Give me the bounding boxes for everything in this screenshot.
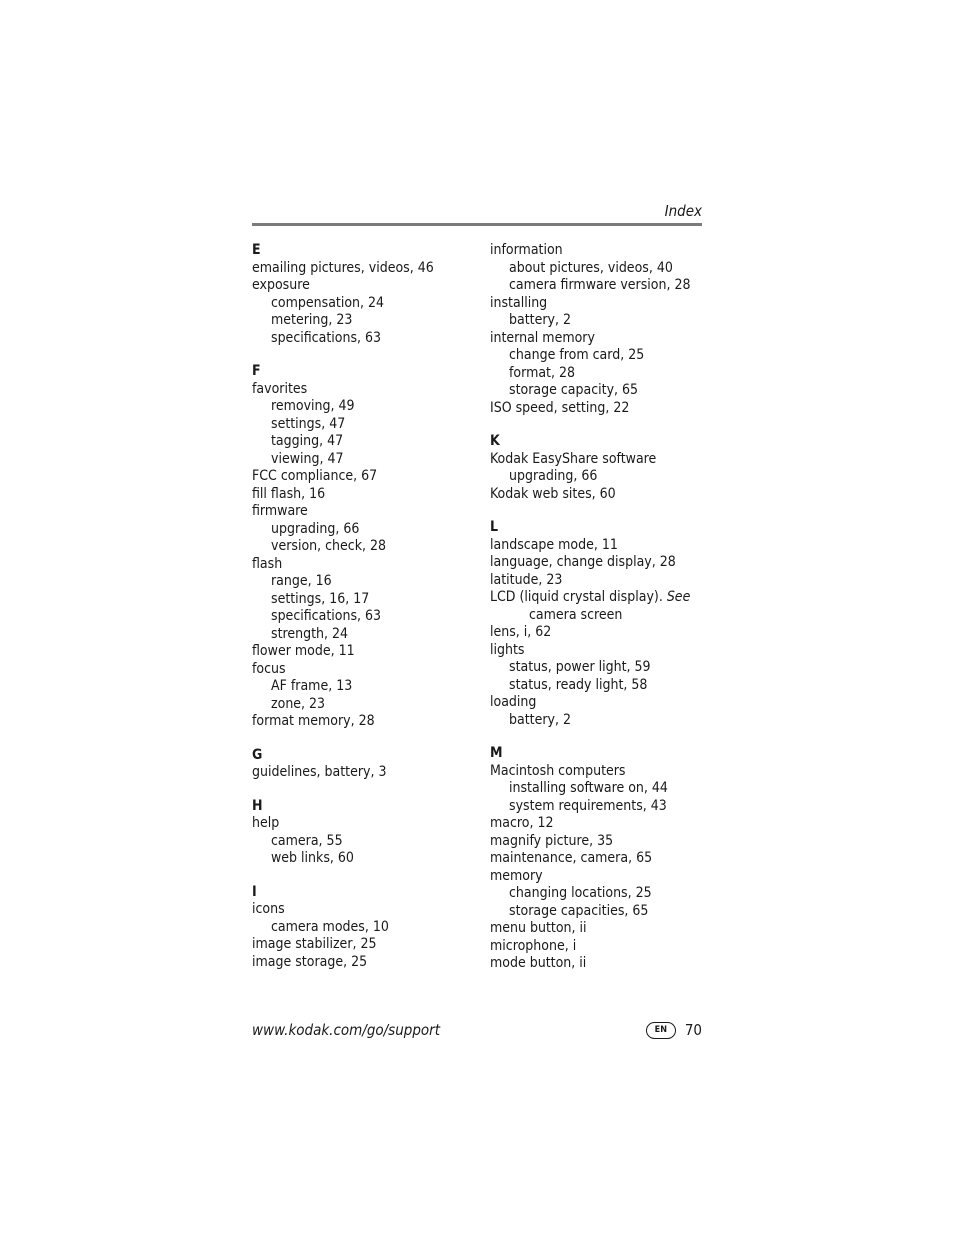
index-entry-text: image storage, 25 [252,953,368,970]
index-column-right [490,242,720,989]
index-entry-text: camera firmware version, 28 [509,277,691,293]
index-entry-text: settings, 16, 17 [271,590,370,607]
index-entry [490,589,720,607]
header-rule [252,223,702,226]
index-entry [490,850,720,868]
index-entry-text: Kodak EasyShare software [490,450,657,467]
index-entry-text: mode button, ii [490,955,587,971]
index-entry [252,468,482,486]
index-entry-text: battery, 2 [509,711,571,728]
index-entry-text: guidelines, battery, 3 [252,764,387,780]
index-entry [252,661,482,679]
index-subentry [490,365,720,383]
index-entry-text: installing [490,294,548,311]
index-subentry [490,712,720,730]
index-entry [490,868,720,886]
index-entry-text: status, power light, 59 [509,659,651,675]
index-entry-text: information [490,242,563,258]
index-entry [252,764,482,782]
index-entry-text: internal memory [490,329,595,346]
index-entry-text: version, check, 28 [271,538,387,554]
index-entry [252,260,482,278]
index-subentry [252,573,482,591]
index-subentry [252,521,482,539]
support-url[interactable]: www.kodak.com/go/support [252,1021,440,1039]
index-entry-text: macro, 12 [490,815,554,831]
index-entry-text: ISO speed, setting, 22 [490,399,630,416]
index-entry-text: change from card, 25 [509,347,645,363]
index-group [252,242,482,347]
page-footer [252,1021,702,1041]
index-subentry [252,696,482,714]
index-entry-text: emailing pictures, videos, 46 [252,259,434,276]
index-entry-text: image stabilizer, 25 [252,936,377,952]
index-entry [490,642,720,660]
index-entry [252,503,482,521]
footer-right [646,1021,702,1039]
index-group [490,433,720,503]
index-entry-text: latitude, 23 [490,571,563,588]
index-subentry [490,885,720,903]
index-subentry [490,798,720,816]
index-group [252,884,482,972]
index-entry-text: flash [252,555,283,572]
index-group [252,363,482,731]
index-entry-text: menu button, ii [490,920,587,936]
index-entry-text: Macintosh computers [490,762,626,779]
index-entry-text: microphone, i [490,937,577,954]
index-subentry [252,608,482,626]
index-entry-text: specifications, 63 [271,329,382,346]
index-subentry [252,919,482,937]
index-group [490,242,720,417]
index-entry [490,400,720,418]
index-group [252,747,482,782]
index-entry-text: firmware [252,503,308,519]
index-entry [490,554,720,572]
index-subentry [252,538,482,556]
language-badge: EN [646,1022,676,1039]
index-letter-heading: I [252,883,257,900]
index-subentry [490,277,720,295]
index-entry [490,295,720,313]
index-entry-text: upgrading, 66 [509,468,598,484]
index-group [490,519,720,729]
index-entry-text: web links, 60 [271,850,354,866]
index-entry [252,815,482,833]
index-subentry [490,659,720,677]
index-entry-text: focus [252,660,286,677]
index-entry-text: upgrading, 66 [271,520,360,537]
index-entry-text: camera screen [529,606,623,623]
index-entry-text: status, ready light, 58 [509,676,648,693]
index-subentry [490,780,720,798]
index-entry-text: flower mode, 11 [252,643,355,659]
index-entry-text: installing software on, 44 [509,780,668,796]
index-entry [490,955,720,973]
index-entry-text: maintenance, camera, 65 [490,850,653,866]
index-entry-text: magnify picture, 35 [490,832,614,849]
index-letter-heading: F [252,363,261,379]
index-subentry [490,903,720,921]
index-subentry [252,626,482,644]
index-entry-text: format, 28 [509,364,576,381]
index-entry-text: tagging, 47 [271,433,344,449]
index-entry-text: favorites [252,380,308,397]
index-subentry [252,295,482,313]
index-group [252,798,482,868]
index-group [490,745,720,973]
index-subentry [252,330,482,348]
see-reference: See [666,589,691,605]
index-entry-text: specifications, 63 [271,608,382,624]
index-subentry [252,398,482,416]
index-entry [490,572,720,590]
index-entry [252,901,482,919]
index-entry [490,694,720,712]
index-subentry [490,260,720,278]
index-entry [490,833,720,851]
index-entry-text: settings, 47 [271,415,346,432]
index-entry-text: metering, 23 [271,312,353,328]
index-entry-text: LCD (liquid crystal display). [490,589,663,605]
index-letter-heading: G [252,746,263,763]
index-entry-text: storage capacity, 65 [509,382,639,398]
index-entry [252,713,482,731]
index-entry-text: FCC compliance, 67 [252,468,378,484]
index-subentry [252,678,482,696]
index-entry-text: viewing, 47 [271,450,344,467]
index-subentry [252,451,482,469]
index-entry-text: landscape mode, 11 [490,536,618,553]
index-entry-text: language, change display, 28 [490,554,676,570]
index-subentry [490,607,720,625]
index-entry-text: exposure [252,277,310,293]
index-entry-text: strength, 24 [271,625,349,642]
index-entry-text: memory [490,867,543,884]
index-entry-text: camera, 55 [271,832,343,849]
index-entry-text: compensation, 24 [271,294,385,311]
index-subentry [252,433,482,451]
index-subentry [252,591,482,609]
page-number: 70 [684,1021,702,1039]
index-letter-heading: L [490,519,499,535]
index-subentry [490,382,720,400]
index-entry-text: help [252,815,280,831]
index-entry-text: AF frame, 13 [271,678,353,694]
index-entry-text: loading [490,694,537,710]
index-subentry [490,347,720,365]
index-letter-heading: E [252,242,261,258]
index-entry [490,486,720,504]
index-entry-text: about pictures, videos, 40 [509,259,673,276]
index-entry [252,381,482,399]
index-entry [490,242,720,260]
index-entry [252,643,482,661]
index-entry [490,330,720,348]
index-letter-heading: K [490,433,500,449]
index-subentry [490,468,720,486]
index-entry-text: changing locations, 25 [509,885,652,901]
index-subentry [252,416,482,434]
index-entry [490,451,720,469]
index-entry-text: battery, 2 [509,312,571,328]
index-subentry [490,677,720,695]
index-entry [490,537,720,555]
index-entry-text: range, 16 [271,573,332,589]
index-entry [252,486,482,504]
index-subentry [490,312,720,330]
index-entry [252,936,482,954]
index-entry-text: fill flash, 16 [252,485,326,502]
index-entry [490,624,720,642]
index-entry [252,556,482,574]
index-column-left [252,242,482,987]
index-entry-text: camera modes, 10 [271,918,389,935]
index-letter-heading: M [490,745,503,761]
index-entry-text: zone, 23 [271,695,326,712]
index-entry-text: format memory, 28 [252,713,375,729]
index-entry [490,815,720,833]
index-entry-text: lens, i, 62 [490,624,552,640]
index-entry [252,954,482,972]
index-subentry [252,833,482,851]
index-entry-text: Kodak web sites, 60 [490,485,616,502]
index-entry [490,920,720,938]
index-entry-text: lights [490,641,525,658]
index-entry-text: storage capacities, 65 [509,902,649,919]
running-head: Index [664,202,702,220]
index-subentry [252,312,482,330]
index-entry-text: removing, 49 [271,398,355,414]
index-entry [490,938,720,956]
index-entry-text: icons [252,901,285,917]
index-letter-heading: H [252,797,263,814]
index-entry [252,277,482,295]
index-entry-text: system requirements, 43 [509,797,667,814]
index-entry [490,763,720,781]
index-subentry [252,850,482,868]
